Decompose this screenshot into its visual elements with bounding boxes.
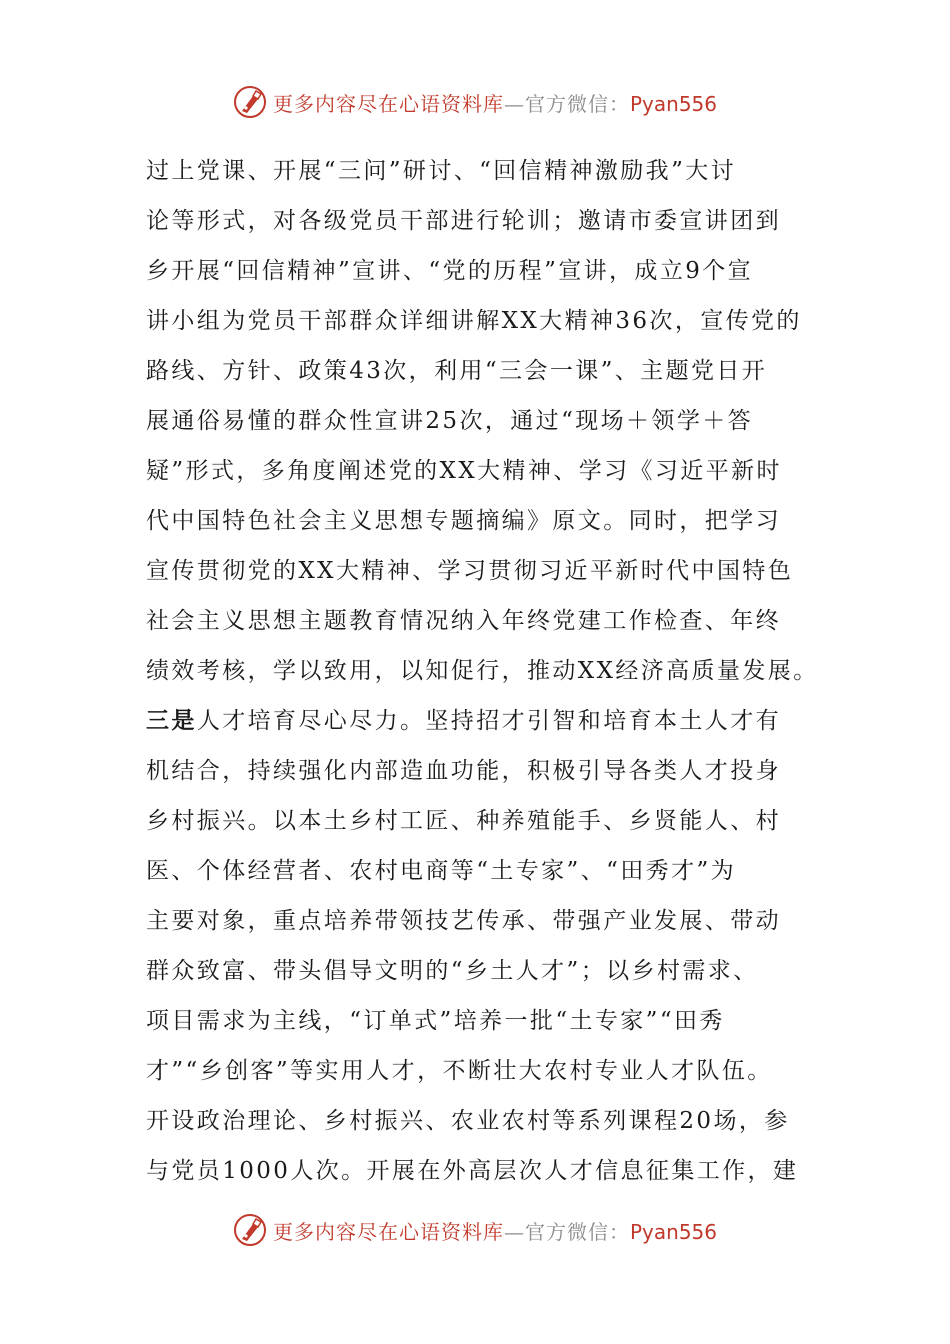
- pen-nib-logo-icon: [233, 1213, 267, 1247]
- footer-banner: [0, 1210, 950, 1250]
- banner-text: [273, 88, 717, 117]
- text-line: 宣传贯彻党的XX大精神、学习贯彻习近平新时代中国特色: [146, 558, 794, 584]
- text-line: 三是人才培育尽心尽力。坚持招才引智和培育本土人才有: [146, 707, 782, 734]
- text-line: 论等形式，对各级党员干部进行轮训；邀请市委宣讲团到: [146, 208, 781, 234]
- banner-main-text: 更多内容尽在心语资料库: [272, 91, 504, 116]
- section-lead: 三是: [146, 707, 197, 734]
- text-line: 才”“乡创客”等实用人才，不断壮大农村专业人才队伍。: [146, 1058, 773, 1084]
- text-line: 机结合，持续强化内部造血功能，积极引导各类人才投身: [146, 758, 781, 784]
- banner-wechat-label: 官方微信：: [524, 1219, 630, 1244]
- text-line: 项目需求为主线，“订单式”培养一批“土专家”“田秀: [146, 1008, 725, 1034]
- text-line: 代中国特色社会主义思想专题摘编》原文。同时，把学习: [146, 508, 781, 534]
- text-line: 过上党课、开展“三问”研讨、“回信精神激励我”大讨: [146, 158, 737, 184]
- text-line: 乡开展“回信精神”宣讲、“党的历程”宣讲，成立9个宣: [146, 258, 754, 284]
- banner-wechat-id: Pyan556: [629, 1219, 717, 1244]
- text-line: 与党员1000人次。开展在外高层次人才信息征集工作，建: [146, 1158, 799, 1184]
- header-banner: [0, 82, 950, 122]
- text-line: 讲小组为党员干部群众详细讲解XX大精神36次，宣传党的: [146, 308, 802, 334]
- banner-wechat-label: 官方微信：: [524, 91, 630, 116]
- text-line: 社会主义思想主题教育情况纳入年终党建工作检查、年终: [146, 608, 781, 634]
- pen-nib-logo-icon: [233, 85, 267, 119]
- banner-separator: —: [503, 91, 525, 116]
- text-line: 乡村振兴。以本土乡村工匠、种养殖能手、乡贤能人、村: [146, 808, 781, 834]
- text-line: 主要对象，重点培养带领技艺传承、带强产业发展、带动: [146, 908, 781, 934]
- text-line: 开设政治理论、乡村振兴、农业农村等系列课程20场，参: [146, 1108, 790, 1134]
- text-line: 绩效考核，学以致用，以知促行，推动XX经济高质量发展。: [146, 658, 819, 684]
- banner-text: [273, 1216, 717, 1245]
- text-line: 疑”形式，多角度阐述党的XX大精神、学习《习近平新时: [146, 458, 782, 484]
- document-body: [146, 146, 826, 1196]
- banner-main-text: 更多内容尽在心语资料库: [272, 1219, 504, 1244]
- text-line: 医、个体经营者、农村电商等“土专家”、“田秀才”为: [146, 858, 737, 884]
- text-line: 展通俗易懂的群众性宣讲25次，通过“现场＋领学＋答: [146, 408, 754, 434]
- text-line: 路线、方针、政策43次，利用“三会一课”、主题党日开: [146, 358, 768, 384]
- banner-wechat-id: Pyan556: [629, 91, 717, 116]
- banner-separator: —: [503, 1219, 525, 1244]
- text-line: 群众致富、带头倡导文明的“乡土人才”；以乡村需求、: [146, 958, 759, 984]
